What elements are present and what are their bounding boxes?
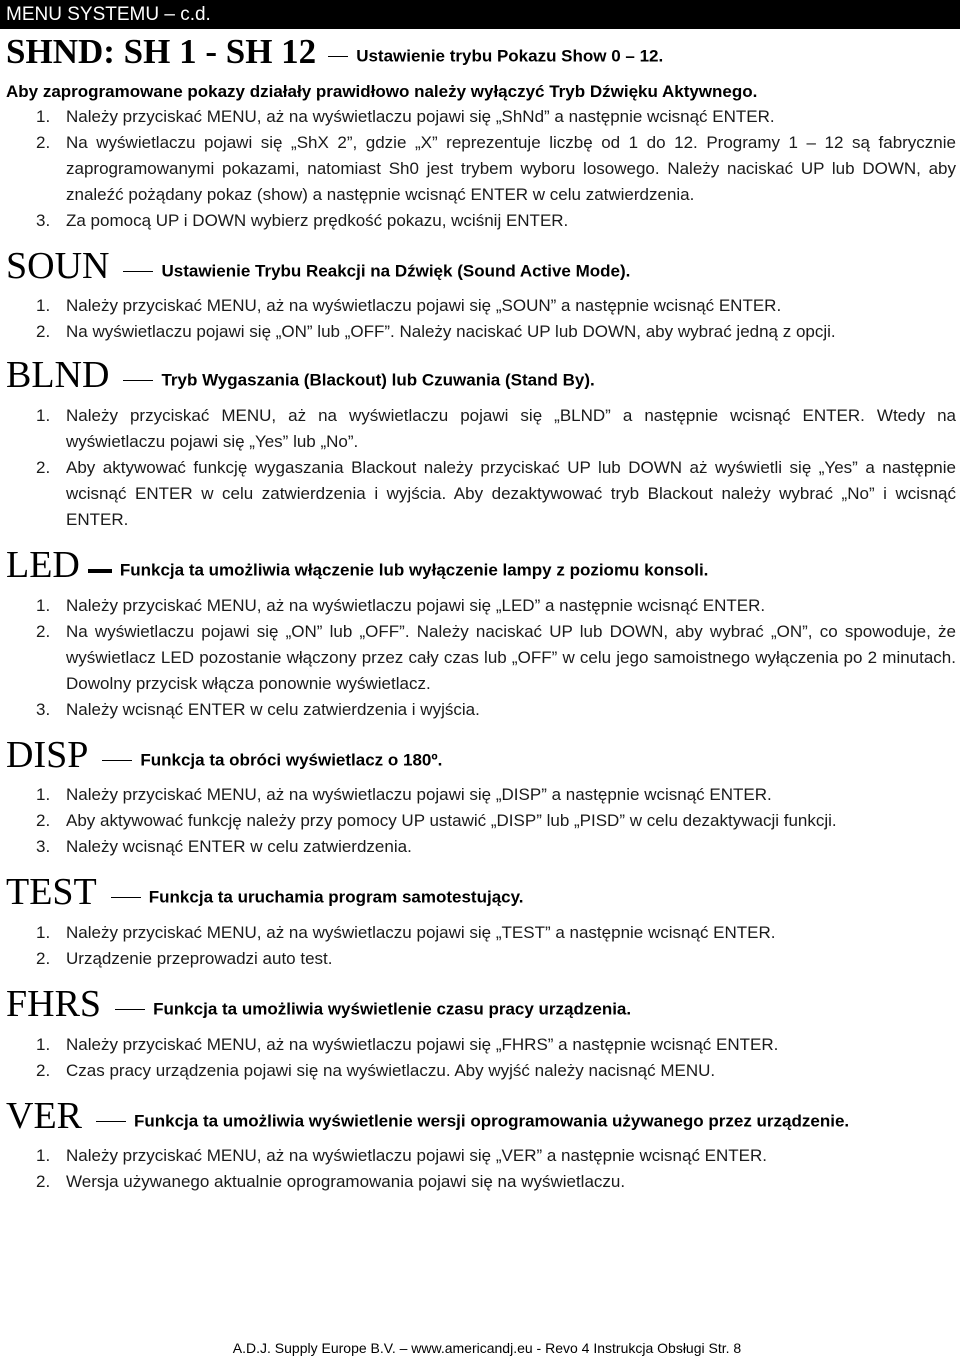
list-item: [6, 208, 956, 234]
list-item: [6, 104, 956, 130]
item-number: 2.: [36, 811, 51, 831]
header-title: MENU SYSTEMU – c.d.: [6, 4, 211, 25]
section-heading: [6, 733, 956, 783]
section-code: SHND: SH 1 - SH 12: [6, 32, 317, 71]
step-list: [6, 104, 956, 234]
item-number: 1.: [36, 296, 51, 316]
item-number: 1.: [36, 1034, 51, 1054]
list-item: [6, 782, 956, 808]
document-body: [6, 33, 956, 1195]
section-test: [6, 870, 956, 972]
item-number: 1.: [36, 1146, 51, 1166]
section-heading: [6, 982, 956, 1032]
step-list: [6, 782, 956, 860]
section-code: TEST: [6, 871, 97, 914]
item-text: Czas pracy urządzenia pojawi się na wyświetlaczu. Aby wyjść należy nacisnąć MENU.: [66, 1060, 716, 1080]
item-text: Na wyświetlaczu pojawi się „ON” lub „OFF”. Należy naciskać UP lub DOWN, aby wybrać jedną z opcji.: [66, 322, 836, 342]
section-blnd: [6, 353, 956, 533]
item-text: Na wyświetlaczu pojawi się „ON” lub „OFF”. Należy naciskać UP lub DOWN, aby wybrać „ON”, co spowoduje, że wyświetlacz LED pozostanie włączony przez cały czas lub „OFF” w celu jego samoistnego wyłączenia po 2 minutach. Dowolny przycisk włącza ponownie wyświetlacz.: [66, 621, 956, 693]
item-text: Za pomocą UP i DOWN wybierz prędkość pokazu, wciśnij ENTER.: [66, 210, 569, 230]
section-heading: [6, 353, 956, 403]
step-list: [6, 293, 956, 345]
item-text: Aby aktywować funkcję wygaszania Blackout należy przyciskać UP lub DOWN aż wyświetli się „Yes” a następnie wcisnąć ENTER w celu zatwierdzenia i wyjścia. Aby dezaktywować tryb Blackout należy wybrać „No” i wcisnąć ENTER.: [66, 457, 956, 529]
section-shnd: [6, 33, 956, 234]
item-text: Należy przyciskać MENU, aż na wyświetlaczu pojawi się „LED” a następnie wcisnąć ENTER.: [66, 595, 766, 615]
section-description: Funkcja ta obróci wyświetlacz o 180º.: [140, 750, 443, 770]
step-list: [6, 1143, 956, 1195]
dash-divider: [328, 56, 348, 57]
section-description: Tryb Wygaszania (Blackout) lub Czuwania (Stand By).: [161, 370, 595, 390]
item-text: Należy przyciskać MENU, aż na wyświetlaczu pojawi się „DISP” a następnie wcisnąć ENTER.: [66, 785, 772, 805]
dash-divider: [88, 569, 112, 573]
item-number: 3.: [36, 837, 51, 857]
dash-divider: [123, 271, 153, 272]
dash-divider: [96, 1121, 126, 1122]
section-heading: [6, 870, 956, 920]
dash-divider: [111, 897, 141, 898]
section-description: Funkcja ta uruchamia program samotestujący.: [148, 887, 524, 907]
item-number: 2.: [36, 322, 51, 342]
list-item: [6, 455, 956, 533]
section-code: LED: [6, 543, 80, 586]
list-item: [6, 946, 956, 972]
list-item: [6, 1143, 956, 1169]
item-text: Należy przyciskać MENU, aż na wyświetlaczu pojawi się „ShNd” a następnie wcisnąć ENTER.: [66, 106, 775, 126]
item-text: Na wyświetlaczu pojawi się „ShX 2”, gdzie „X” reprezentuje liczbę od 1 do 12. Programy 1 – 12 są fabrycznie zaprogramowanymi pokazami, natomiast Sh0 jest trybem wyboru losowego. Należy naciskać UP lub DOWN, aby znaleźć pożądany pokaz (show) a następnie wcisnąć ENTER w celu zatwierdzenia.: [66, 132, 956, 204]
item-text: Należy przyciskać MENU, aż na wyświetlaczu pojawi się „BLND” a następnie wcisnąć ENTER. Wtedy na wyświetlaczu pojawi się „Yes” lub „No”.: [66, 405, 956, 451]
section-ver: [6, 1094, 956, 1196]
section-code: FHRS: [6, 982, 102, 1025]
dash-divider: [102, 760, 132, 761]
list-item: [6, 1058, 956, 1084]
list-item: [6, 834, 956, 860]
item-text: Należy przyciskać MENU, aż na wyświetlaczu pojawi się „TEST” a następnie wcisnąć ENTER.: [66, 922, 776, 942]
section-code: VER: [6, 1094, 82, 1137]
section-disp: [6, 733, 956, 861]
item-number: 3.: [36, 210, 51, 230]
item-number: 2.: [36, 1172, 51, 1192]
section-heading: [6, 244, 956, 294]
footer-text: A.D.J. Supply Europe B.V. – www.americandj.eu - Revo 4 Instrukcja Obsługi Str. 8: [232, 1340, 742, 1356]
list-item: [6, 319, 956, 345]
item-text: Należy przyciskać MENU, aż na wyświetlaczu pojawi się „SOUN” a następnie wcisnąć ENTER.: [66, 296, 782, 316]
item-text: Aby aktywować funkcję należy przy pomocy UP ustawić „DISP” lub „PISD” w celu dezaktywacji funkcji.: [66, 811, 837, 831]
step-list: [6, 403, 956, 533]
section-lead-text: Aby zaprogramowane pokazy działały prawidłowo należy wyłączyć Tryb Dźwięku Aktywnego.: [6, 81, 758, 101]
list-item: [6, 593, 956, 619]
item-text: Urządzenie przeprowadzi auto test.: [66, 948, 333, 968]
list-item: [6, 1032, 956, 1058]
section-fhrs: [6, 982, 956, 1084]
item-number: 2.: [36, 1060, 51, 1080]
item-text: Należy wcisnąć ENTER w celu zatwierdzenia i wyjścia.: [66, 699, 480, 719]
dash-divider: [115, 1009, 145, 1010]
item-number: 2.: [36, 132, 51, 152]
list-item: [6, 403, 956, 455]
page-footer: [0, 1340, 960, 1356]
section-description: Ustawienie trybu Pokazu Show 0 – 12.: [356, 46, 664, 66]
section-description: Funkcja ta umożliwia wyświetlenie czasu pracy urządzenia.: [153, 999, 632, 1019]
item-number: 1.: [36, 405, 51, 425]
item-text: Należy przyciskać MENU, aż na wyświetlaczu pojawi się „FHRS” a następnie wcisnąć ENTER.: [66, 1034, 779, 1054]
list-item: [6, 697, 956, 723]
section-heading: [6, 33, 956, 76]
section-led: [6, 543, 956, 723]
list-item: [6, 619, 956, 697]
section-description: Funkcja ta umożliwia włączenie lub wyłączenie lampy z poziomu konsoli.: [119, 560, 709, 580]
item-text: Należy przyciskać MENU, aż na wyświetlaczu pojawi się „VER” a następnie wcisnąć ENTER.: [66, 1146, 768, 1166]
item-number: 3.: [36, 699, 51, 719]
item-number: 2.: [36, 457, 51, 477]
page-header: [0, 0, 960, 29]
section-description: Funkcja ta umożliwia wyświetlenie wersji oprogramowania używanego przez urządzenie.: [134, 1111, 850, 1131]
dash-divider: [123, 380, 153, 381]
item-number: 1.: [36, 785, 51, 805]
item-number: 2.: [36, 621, 51, 641]
section-soun: [6, 244, 956, 346]
item-number: 2.: [36, 948, 51, 968]
item-number: 1.: [36, 595, 51, 615]
item-number: 1.: [36, 106, 51, 126]
item-text: Należy wcisnąć ENTER w celu zatwierdzenia.: [66, 837, 412, 857]
section-heading: [6, 543, 956, 593]
step-list: [6, 593, 956, 723]
item-number: 1.: [36, 922, 51, 942]
section-heading: [6, 1094, 956, 1144]
section-description: Ustawienie Trybu Reakcji na Dźwięk (Sound Active Mode).: [161, 261, 631, 281]
section-code: SOUN: [6, 244, 110, 287]
list-item: [6, 293, 956, 319]
step-list: [6, 920, 956, 972]
item-text: Wersja używanego aktualnie oprogramowania pojawi się na wyświetlaczu.: [66, 1172, 626, 1192]
list-item: [6, 130, 956, 208]
list-item: [6, 920, 956, 946]
list-item: [6, 808, 956, 834]
step-list: [6, 1032, 956, 1084]
section-code: DISP: [6, 733, 89, 776]
list-item: [6, 1169, 956, 1195]
section-code: BLND: [6, 354, 110, 397]
